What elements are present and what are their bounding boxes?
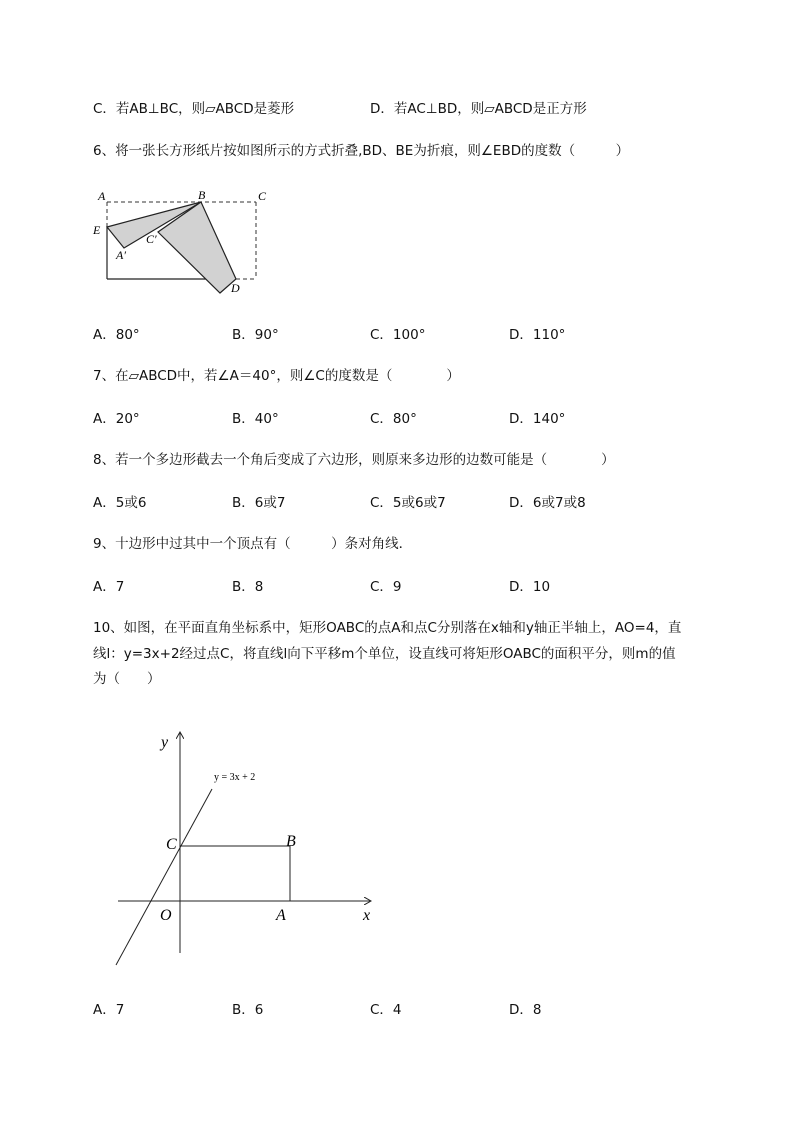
fold-label-a: A [98,189,106,203]
graph-label-c: C [166,836,177,853]
q7-option-b: B．40° [232,411,279,427]
q8-option-c: C．5或6或7 [370,495,446,511]
q6-stem: 6、将一张长方形纸片按如图所示的方式折叠,BD、BE为折痕，则∠EBD的度数（ ） [93,143,630,159]
q7-option-d: D．140° [509,411,566,427]
graph-x-label: x [363,907,371,924]
q8-option-a: A．5或6 [93,495,147,511]
q9-option-d: D．10 [509,579,551,595]
q5-option-c: C．若AB⊥BC，则▱ABCD是菱形 [93,101,295,117]
q8-option-d: D．6或7或8 [509,495,586,511]
q6-fold-figure [88,185,278,300]
graph-label-o: O [160,907,172,924]
q7-option-a: A．20° [93,411,140,427]
graph-line-equation: y = 3x + 2 [214,772,256,783]
fold-label-b: B [198,188,206,202]
fold-label-e: E [93,223,101,237]
q8-stem: 8、若一个多边形截去一个角后变成了六边形，则原来多边形的边数可能是（ ） [93,452,615,468]
q10-stem-line2: 线l：y=3x+2经过点C，将直线l向下平移m个单位，设直线可将矩形OABC的面积平分，则m的值 [93,646,676,662]
q10-option-a: A．7 [93,1002,125,1018]
q6-option-a: A．80° [93,327,140,343]
q10-coordinate-graph [108,728,388,973]
fold-label-a-prime: A′ [116,248,126,262]
q10-stem-line3: 为（ ） [93,671,161,687]
q10-option-b: B．6 [232,1002,264,1018]
q9-option-c: C．9 [370,579,402,595]
graph-label-b: B [286,833,296,850]
q7-option-c: C．80° [370,411,417,427]
q9-option-a: A．7 [93,579,125,595]
q6-option-b: B．90° [232,327,279,343]
q9-option-b: B．8 [232,579,264,595]
q8-option-b: B．6或7 [232,495,286,511]
fold-label-c-prime: C′ [146,232,157,246]
graph-y-label: y [161,734,169,751]
q9-stem: 9、十边形中过其中一个顶点有（ ）条对角线． [93,536,413,552]
fold-label-d: D [231,281,240,295]
fold-label-c: C [258,189,267,203]
graph-label-a: A [276,907,286,924]
graph-line-l [116,789,212,965]
graph-rectangle-oabc [180,846,290,901]
q10-option-c: C．4 [370,1002,402,1018]
q6-option-c: C．100° [370,327,426,343]
q7-stem: 7、在▱ABCD中，若∠A＝40°，则∠C的度数是（ ） [93,368,460,384]
q6-option-d: D．110° [509,327,566,343]
q10-option-d: D．8 [509,1002,542,1018]
q10-stem-line1: 10、如图，在平面直角坐标系中，矩形OABC的点A和点C分别落在x轴和y轴正半轴上，AO=4，直 [93,620,682,636]
q5-option-d: D．若AC⊥BD，则▱ABCD是正方形 [370,101,587,117]
